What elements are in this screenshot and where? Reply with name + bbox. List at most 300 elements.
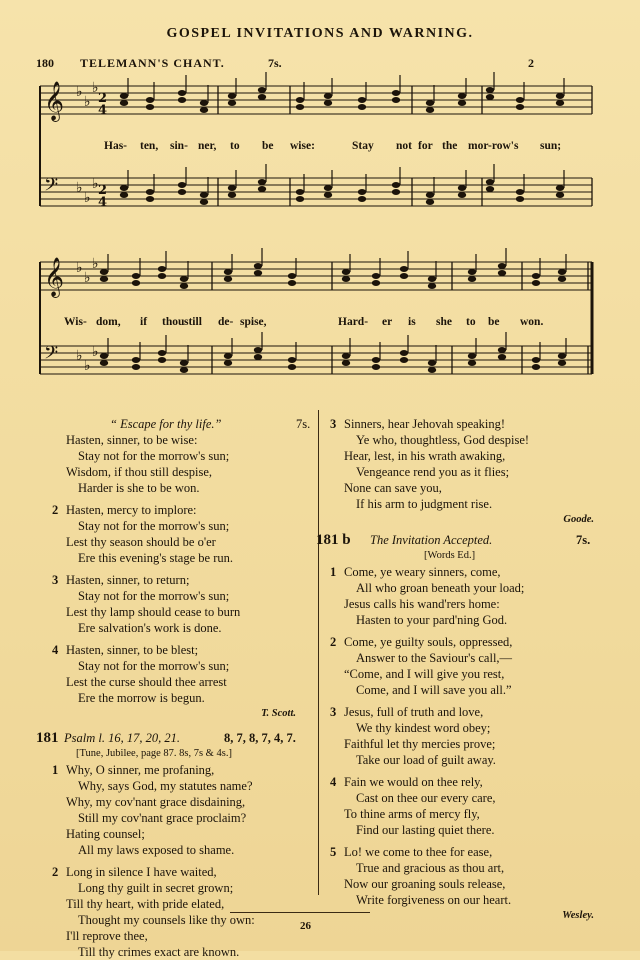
notehead [516, 104, 524, 110]
verse-text: Hear, lest, in his wrath awaking, [344, 449, 506, 463]
notehead [342, 269, 350, 275]
verse-text: Jesus, full of truth and love, [344, 705, 484, 719]
notehead [556, 100, 564, 106]
bass-staff-2 [40, 343, 592, 374]
verse-line [66, 778, 316, 794]
lyric-syllable: still [184, 316, 202, 328]
verse-text: I'll reprove thee, [66, 929, 148, 943]
verse-text: Ere this evening's stage be run. [78, 551, 233, 565]
notehead [400, 266, 408, 272]
verse-text: None can save you, [344, 481, 442, 495]
verse-line [330, 564, 604, 580]
verse-line [344, 580, 604, 596]
notehead [400, 357, 408, 363]
notehead [556, 192, 564, 198]
notehead [486, 94, 494, 100]
hymn180-author: T. Scott. [261, 708, 296, 719]
verse-text: Thought my counsels like thy own: [78, 913, 255, 927]
verse-text: Find our lasting quiet there. [356, 823, 495, 837]
notehead [558, 353, 566, 359]
verse-line [344, 612, 604, 628]
hymn181-cont-verse-1 [330, 416, 604, 512]
notehead [146, 196, 154, 202]
verse-text: Answer to the Saviour's call,— [356, 651, 513, 665]
notehead [556, 93, 564, 99]
notehead [468, 353, 476, 359]
verse-text: All who groan beneath your load; [356, 581, 525, 595]
verse-text: All my laws exposed to shame. [78, 843, 235, 857]
notehead [288, 273, 296, 279]
notehead [200, 107, 208, 113]
notehead [120, 100, 128, 106]
notehead [254, 347, 262, 353]
verse-line [344, 790, 604, 806]
hymn181b-verse-4 [330, 774, 604, 838]
notehead [372, 280, 380, 286]
notehead [558, 269, 566, 275]
lyric-syllable: to [466, 316, 476, 328]
hymn181b-verse-5 [330, 844, 604, 908]
verse-text: Why, says God, my statutes name? [78, 779, 253, 793]
notehead [428, 276, 436, 282]
verse-text: Stay not for the morrow's sun; [78, 659, 230, 673]
treble-staff-2 [40, 256, 592, 298]
lyric-syllable: is [408, 316, 416, 328]
verse-text: Vengeance rend you as it flies; [356, 465, 510, 479]
flat-icon: ♭ [84, 358, 91, 374]
verse-line [344, 596, 604, 612]
hymn180-title: “ Escape for thy life.” [110, 417, 222, 431]
verse-line [52, 572, 316, 588]
verse-line [344, 496, 604, 512]
flat-icon: ♭ [76, 348, 83, 364]
hymn180-verse-4 [52, 642, 316, 706]
notehead [132, 357, 140, 363]
lyric-syllable: spise, [240, 316, 267, 328]
verse-line [66, 912, 316, 928]
verse-text: Lest thy lamp should cease to burn [66, 605, 241, 619]
hymn180-verse-2 [52, 502, 316, 566]
verse-text: Harder is she to be won. [78, 481, 200, 495]
time-signature: 2 [98, 183, 108, 198]
notehead [558, 276, 566, 282]
lyric-syllable: to [230, 140, 240, 152]
footer-rule [230, 912, 370, 913]
verse-text: Stay not for the morrow's sun; [78, 519, 230, 533]
hymn181-verses [52, 762, 316, 960]
notehead [426, 199, 434, 205]
notehead [426, 100, 434, 106]
notehead [158, 266, 166, 272]
notehead [288, 357, 296, 363]
notehead [258, 186, 266, 192]
notehead [468, 276, 476, 282]
notehead [428, 367, 436, 373]
verse-text: Sinners, hear Jehovah speaking! [344, 417, 506, 431]
lyric-syllable: Has- [104, 140, 127, 152]
verse-text: Come, ye guilty souls, oppressed, [344, 635, 513, 649]
verse-text: Lest the curse should thee arrest [66, 675, 227, 689]
notehead [132, 280, 140, 286]
tune-right-mark: 2 [528, 56, 534, 70]
verse-text: Faithful let thy mercies prove; [344, 737, 496, 751]
flat-icon: ♭ [76, 260, 83, 276]
lyric-syllable: won. [520, 316, 544, 328]
notehead [372, 273, 380, 279]
bass-clef-icon: 𝄢 [44, 343, 59, 368]
flat-icon: ♭ [84, 190, 91, 206]
notehead [468, 360, 476, 366]
verse-text: Cast on thee our every care, [356, 791, 496, 805]
notehead [358, 97, 366, 103]
notehead [486, 179, 494, 185]
verse-line [66, 690, 316, 706]
hymn181b-verses [330, 564, 604, 908]
hymn181b-title: The Invitation Accepted. [370, 533, 493, 547]
notehead [200, 192, 208, 198]
verse-line [66, 674, 316, 690]
verse-text: Till thy heart, with pride elated, [66, 897, 225, 911]
verse-text: Stay not for the morrow's sun; [78, 589, 230, 603]
notehead [258, 94, 266, 100]
verse-line [330, 704, 604, 720]
verse-line [66, 794, 316, 810]
hymn181-number: 181 [36, 730, 59, 746]
verse-line [344, 752, 604, 768]
tune-name: TELEMANN'S CHANT. [80, 56, 225, 70]
notehead [296, 104, 304, 110]
notehead [324, 100, 332, 106]
verse-text: Till thy crimes exact are known. [78, 945, 240, 959]
verse-text: Come, and I will save you all.” [356, 683, 512, 697]
verse-line [344, 720, 604, 736]
left-column [36, 416, 316, 960]
notehead [498, 270, 506, 276]
notehead [532, 273, 540, 279]
notehead [392, 182, 400, 188]
notehead [372, 364, 380, 370]
verse-text: Ye who, thoughtless, God despise! [356, 433, 530, 447]
verse-line [66, 604, 316, 620]
verse-line [330, 634, 604, 650]
notehead [324, 93, 332, 99]
lyric-syllable: mor-row's [468, 140, 519, 152]
notehead [146, 189, 154, 195]
notehead [224, 360, 232, 366]
notehead [556, 185, 564, 191]
verse-number: 1 [52, 763, 59, 777]
notehead [100, 269, 108, 275]
notehead [498, 347, 506, 353]
verse-number: 2 [330, 635, 337, 649]
notehead [180, 276, 188, 282]
notehead [288, 280, 296, 286]
verse-number: 3 [52, 573, 59, 587]
notehead [120, 192, 128, 198]
verse-line [344, 650, 604, 666]
tune-number: 180 [36, 56, 54, 70]
flat-icon: ♭ [76, 180, 83, 196]
notehead [180, 367, 188, 373]
notehead [100, 353, 108, 359]
verse-line [344, 448, 604, 464]
notehead [342, 276, 350, 282]
verse-text: Take our load of guilt away. [356, 753, 496, 767]
verse-line [344, 480, 604, 496]
notehead [358, 196, 366, 202]
verse-text: Hasten, mercy to implore: [66, 503, 197, 517]
notehead [498, 263, 506, 269]
notehead [288, 364, 296, 370]
lyric-syllable: sin- [170, 140, 188, 152]
notehead [228, 192, 236, 198]
hymn181b-verse-1 [330, 564, 604, 628]
time-signature: 4 [98, 195, 108, 210]
flat-icon: ♭ [76, 84, 83, 100]
lyric-syllable: Hard- [338, 316, 369, 328]
hymn181-verse-1 [52, 762, 316, 858]
verse-line [344, 860, 604, 876]
notehead [224, 276, 232, 282]
verse-line [330, 844, 604, 860]
verse-number: 2 [52, 865, 59, 879]
verse-text: Hating counsel; [66, 827, 145, 841]
verse-number: 3 [330, 705, 337, 719]
flat-icon: ♭ [92, 176, 99, 192]
tune-meter: 7s. [268, 56, 282, 70]
verse-text: Long in silence I have waited, [66, 865, 217, 879]
verse-line [52, 642, 316, 658]
verse-number: 2 [52, 503, 59, 517]
lyric-syllable: thou [162, 316, 185, 328]
notehead [200, 199, 208, 205]
verse-line [66, 810, 316, 826]
lyric-syllable: wise: [290, 140, 315, 152]
notehead [486, 186, 494, 192]
notehead [254, 270, 262, 276]
notehead [228, 100, 236, 106]
treble-clef-icon: 𝄞 [44, 257, 65, 297]
time-signature: 2 [98, 91, 108, 106]
notehead [516, 196, 524, 202]
verse-line [344, 666, 604, 682]
verse-text: To thine arms of mercy fly, [344, 807, 480, 821]
verse-text: We thy kindest word obey; [356, 721, 491, 735]
notehead [200, 100, 208, 106]
verse-text: Hasten, sinner, to be blest; [66, 643, 199, 657]
verse-line [66, 534, 316, 550]
notehead [178, 182, 186, 188]
verse-line [66, 826, 316, 842]
lyric-syllable: sun; [540, 140, 562, 152]
verse-line [66, 518, 316, 534]
notehead [372, 357, 380, 363]
notehead [180, 360, 188, 366]
verse-line [330, 774, 604, 790]
verse-line [66, 464, 316, 480]
notehead [426, 192, 434, 198]
lyric-syllable: de- [218, 316, 234, 328]
hymn181-heading [36, 730, 316, 746]
notehead [178, 90, 186, 96]
verse-line [344, 822, 604, 838]
notehead [296, 189, 304, 195]
verse-line [66, 928, 316, 944]
hymn181-author: Goode. [563, 514, 594, 525]
notehead [400, 273, 408, 279]
verse-text: Come, ye weary sinners, come, [344, 565, 501, 579]
notehead [342, 353, 350, 359]
notehead [516, 97, 524, 103]
hymn181b-number: 181 b [316, 532, 351, 548]
notehead [180, 283, 188, 289]
verse-line [344, 892, 604, 908]
notehead [258, 87, 266, 93]
treble-clef-icon: 𝄞 [44, 81, 65, 121]
verse-line [344, 806, 604, 822]
notehead [486, 87, 494, 93]
notehead [158, 273, 166, 279]
verse-text: “Come, and I will give you rest, [344, 667, 505, 681]
verse-line [344, 432, 604, 448]
verse-line [66, 896, 316, 912]
page-number: 26 [300, 920, 311, 932]
lyric-syllable: she [436, 316, 452, 328]
verse-number: 1 [330, 565, 337, 579]
lyric-syllable: be [488, 316, 500, 328]
verse-line [344, 682, 604, 698]
verse-text: Why, O sinner, me profaning, [66, 763, 215, 777]
notehead [458, 192, 466, 198]
hymn180-meter: 7s. [296, 417, 311, 431]
verse-text: Hasten, sinner, to return; [66, 573, 190, 587]
verse-line [52, 502, 316, 518]
notehead [158, 350, 166, 356]
lyric-syllable: ner, [198, 140, 217, 152]
lyric-syllable: for [418, 140, 433, 152]
notehead [178, 97, 186, 103]
notehead [324, 192, 332, 198]
verse-text: Fain we would on thee rely, [344, 775, 483, 789]
verse-text: Lest thy season should be o'er [66, 535, 216, 549]
notehead [458, 93, 466, 99]
lyric-syllable: the [442, 140, 458, 152]
notehead [358, 104, 366, 110]
verse-line [66, 432, 316, 448]
notehead [132, 273, 140, 279]
notehead [158, 357, 166, 363]
flat-icon: ♭ [84, 270, 91, 286]
verse-line [66, 944, 316, 960]
lyric-syllable: not [396, 140, 412, 152]
notehead [254, 354, 262, 360]
notehead [392, 90, 400, 96]
hymn181-continued-verses [330, 416, 604, 512]
verse-line [66, 880, 316, 896]
verse-text: Now our groaning souls release, [344, 877, 506, 891]
notehead [296, 196, 304, 202]
notehead [258, 179, 266, 185]
notehead [358, 189, 366, 195]
notehead [458, 185, 466, 191]
notehead [132, 364, 140, 370]
notehead [532, 357, 540, 363]
notehead [392, 97, 400, 103]
lyric-syllable: ten, [140, 140, 159, 152]
notehead [146, 97, 154, 103]
verse-text: Ere the morrow is begun. [78, 691, 205, 705]
notehead [532, 280, 540, 286]
verse-line [344, 876, 604, 892]
hymn181b-author: Wesley. [562, 910, 594, 921]
verse-text: Hasten to your pard'ning God. [356, 613, 508, 627]
notehead [400, 350, 408, 356]
hymn181b-meter: 7s. [576, 533, 591, 547]
verse-line [344, 736, 604, 752]
verse-line [66, 842, 316, 858]
notehead [296, 97, 304, 103]
verse-number: 4 [330, 775, 337, 789]
verse-number: 5 [330, 845, 337, 859]
right-column [316, 416, 604, 924]
notehead [100, 360, 108, 366]
hymn180-verse-1 [66, 432, 316, 496]
verse-line [66, 448, 316, 464]
verse-number: 4 [52, 643, 59, 657]
verse-text: If his arm to judgment rise. [356, 497, 493, 511]
notehead [120, 185, 128, 191]
notehead [516, 189, 524, 195]
hymn181-psalm: Psalm l. 16, 17, 20, 21. [64, 731, 180, 745]
verse-line [344, 464, 604, 480]
flat-icon: ♭ [84, 94, 91, 110]
hymn181b-heading [316, 532, 604, 548]
notehead [428, 360, 436, 366]
verse-line [66, 480, 316, 496]
notehead [100, 276, 108, 282]
bass-clef-icon: 𝄢 [44, 175, 59, 200]
hymn181b-verse-2 [330, 634, 604, 698]
hymn180-verse-3 [52, 572, 316, 636]
verse-text: Lo! we come to thee for ease, [344, 845, 493, 859]
notehead [120, 93, 128, 99]
verse-text: Ere salvation's work is done. [78, 621, 222, 635]
notehead [498, 354, 506, 360]
notehead [426, 107, 434, 113]
verse-line [52, 762, 316, 778]
notehead [532, 364, 540, 370]
lyric-syllable: Wis- [64, 316, 87, 328]
flat-icon: ♭ [92, 80, 99, 96]
verse-number: 3 [330, 417, 337, 431]
notehead [254, 263, 262, 269]
verse-line [52, 864, 316, 880]
verse-text: True and gracious as thou art, [356, 861, 505, 875]
notehead [428, 283, 436, 289]
verse-line [66, 620, 316, 636]
lyric-syllable: be [262, 140, 274, 152]
verse-text: Still my cov'nant grace proclaim? [78, 811, 247, 825]
notehead [224, 269, 232, 275]
verse-text: Stay not for the morrow's sun; [78, 449, 230, 463]
notehead [392, 189, 400, 195]
verse-line [66, 550, 316, 566]
notehead [324, 185, 332, 191]
flat-icon: ♭ [92, 256, 99, 272]
verse-line [66, 658, 316, 674]
hymn180-verses [52, 432, 316, 706]
hymn181b-words: [Words Ed.] [424, 550, 476, 561]
